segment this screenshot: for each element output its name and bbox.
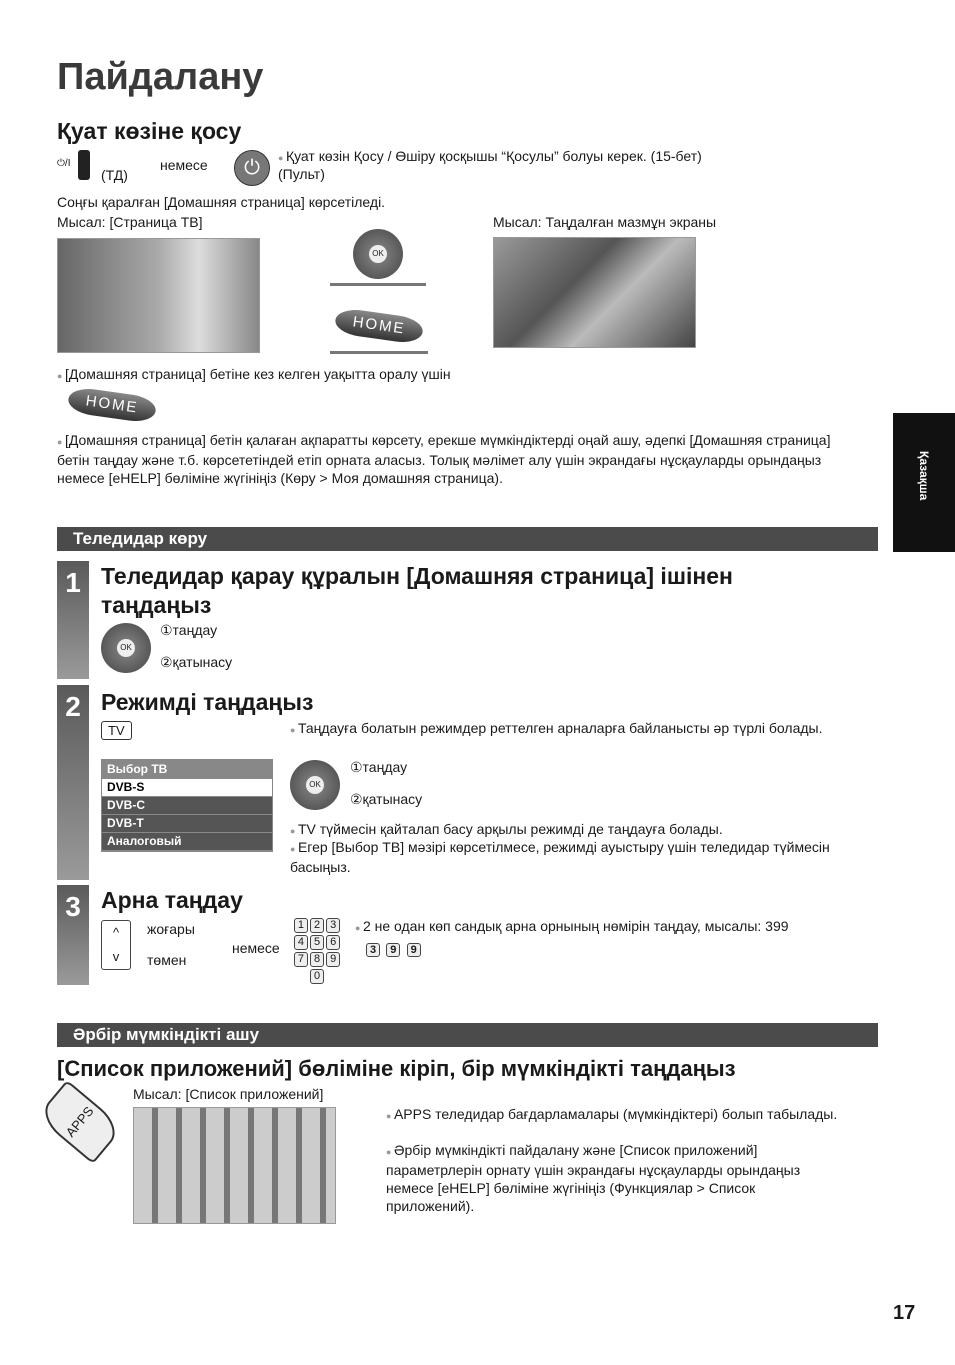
content-screenshot — [493, 237, 696, 348]
select-label: ①таңдау — [350, 759, 408, 775]
or-label: немесе — [232, 940, 280, 956]
tv-page-screenshot — [57, 238, 260, 353]
power-heading: Қуат көзіне қосу — [57, 118, 242, 144]
numeric-keypad-icon — [289, 917, 345, 985]
home-info-note: ● [Домашняя страница] бетін қалаған ақпаратты көрсету, ерекше мүмкіндіктерді оңай ашу, әдепкі [Домашняя страница] бетін таңдау және т.б. көрсететіндей етіп орната аласыз. Толық мәлімет алу үшін экрандағы нұсқауларды орындаңыз немесе [eHELP] бөліміне жүгініңіз (Көру > Моя домашняя страница). — [57, 431, 857, 487]
menu-title: Выбор ТВ — [102, 761, 272, 778]
apps-help-note: ● Әрбір мүмкіндікті пайдалану және [Список приложений] параметрлерін орнату үшін экрандағы нұсқауларды орындаңыз немесе [eHELP] бөліміне жүгініңіз (Функциялар > Список приложений). — [386, 1141, 846, 1215]
key: 8 — [310, 952, 324, 967]
key: 3 — [326, 918, 340, 933]
language-tab-label: Қазақша — [917, 451, 931, 501]
section-bar-watch-tv: Теледидар көру — [57, 527, 878, 551]
key: 9 — [386, 943, 400, 957]
apps-heading: [Список приложений] бөліміне кіріп, бір мүмкіндікті таңдаңыз — [57, 1056, 736, 1081]
menu-item[interactable]: Аналоговый — [102, 833, 272, 850]
apps-list-screenshot — [133, 1107, 336, 1224]
menu-missing-note: ● Егер [Выбор ТВ] мәзірі көрсетілмесе, режимді ауыстыру үшін теледидар түймесін басыңыз. — [290, 838, 850, 876]
home-button-icon: HOME — [334, 307, 425, 345]
power-symbol: ⏻/I — [57, 158, 71, 169]
tv-label: (ТД) — [101, 167, 128, 183]
step-number: 1 — [57, 561, 89, 679]
apps-button-icon: APPS — [36, 1080, 124, 1164]
return-note: ● [Домашняя страница] бетіне кез келген уақытта оралу үшін — [57, 365, 451, 385]
key: 0 — [310, 969, 324, 984]
key: 9 — [407, 943, 421, 957]
arrow-left-icon — [330, 351, 428, 354]
power-note: ● Қуат көзін Қосу / Өшіру қосқышы “Қосулы” болуы керек. (15-бет) — [278, 147, 702, 167]
dpad-icon: OK — [101, 623, 151, 673]
remote-power-icon: ⏻ — [234, 150, 270, 186]
down-label: төмен — [147, 952, 187, 968]
home-button-icon: HOME — [67, 386, 158, 424]
key: 2 — [310, 918, 324, 933]
dpad-icon: OK — [290, 760, 340, 810]
ok-label: OK — [369, 245, 387, 263]
dpad-icon — [353, 229, 403, 279]
step-number: 3 — [57, 885, 89, 985]
home-shown-text: Соңғы қаралған [Домашняя страница] көрсетіледі. — [57, 194, 386, 210]
channel-number-note: ● 2 не одан көп сандық арна орнының нөмірін таңдау, мысалы: 399 — [355, 917, 789, 937]
or-label: немесе — [160, 157, 208, 173]
step3-heading: Арна таңдау — [101, 887, 243, 913]
page-title: Пайдалану — [57, 56, 264, 98]
remote-label: (Пульт) — [278, 166, 325, 182]
key: 7 — [294, 952, 308, 967]
tv-key-icon: TV — [101, 721, 132, 740]
arrow-right-icon — [330, 283, 426, 286]
key: 9 — [326, 952, 340, 967]
language-tab — [893, 413, 955, 552]
step-number: 2 — [57, 685, 89, 880]
key: 1 — [294, 918, 308, 933]
example-right-caption: Мысал: Таңдалған мазмұн экраны — [493, 214, 717, 230]
key: 3 — [366, 943, 380, 957]
tv-power-switch-icon — [78, 150, 90, 180]
key: 6 — [326, 935, 340, 950]
section-bar-apps: Әрбір мүмкіндікті ашу — [57, 1023, 878, 1047]
example-keys — [365, 940, 422, 958]
tv-selection-menu — [101, 759, 273, 852]
apps-example-caption: Мысал: [Список приложений] — [133, 1086, 324, 1102]
apps-note: ● APPS теледидар бағдарламалары (мүмкіндіктері) болып табылады. — [386, 1105, 846, 1125]
tv-key-note: ● TV түймесін қайталап басу арқылы режимді де таңдауға болады. — [290, 820, 723, 840]
key: 4 — [294, 935, 308, 950]
example-left-caption: Мысал: [Страница ТВ] — [57, 214, 203, 230]
select-label: ①таңдау — [160, 622, 218, 638]
mode-note: ● Таңдауға болатын режимдер реттелген арналарға байланысты әр түрлі болады. — [290, 719, 850, 739]
menu-item[interactable]: DVB-S — [102, 779, 272, 796]
menu-item[interactable]: DVB-T — [102, 815, 272, 832]
channel-up-down-key: ^ v — [101, 920, 131, 970]
step1-heading: Теледидар қарау құралын [Домашняя страница] ішінен таңдаңыз — [101, 563, 733, 618]
page-number: 17 — [893, 1302, 916, 1324]
up-label: жоғары — [147, 921, 195, 937]
key: 5 — [310, 935, 324, 950]
access-label: ②қатынасу — [160, 654, 233, 670]
menu-item[interactable]: DVB-C — [102, 797, 272, 814]
step2-heading: Режимді таңдаңыз — [101, 689, 314, 715]
access-label: ②қатынасу — [350, 791, 423, 807]
